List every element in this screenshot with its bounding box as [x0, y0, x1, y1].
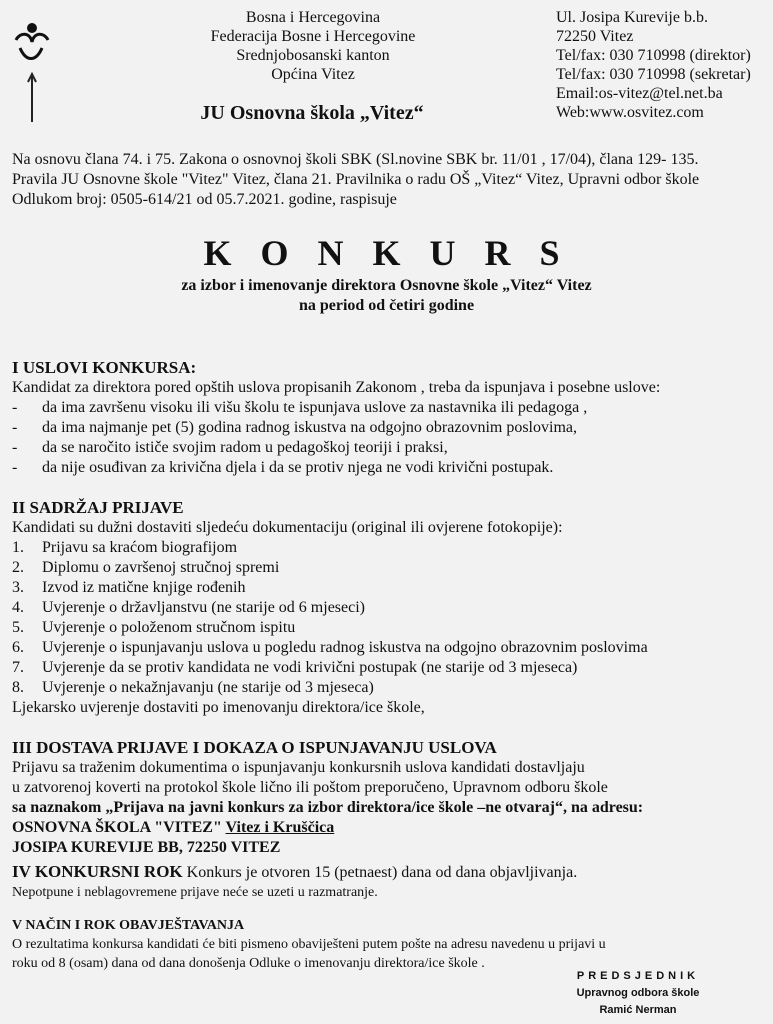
contact-phone-director: Tel/fax: 030 710998 (direktor) [556, 47, 751, 64]
list-item: - da nije osuđivan za krivična djela i da se protiv njega ne vodi krivični postupak. [12, 459, 554, 476]
list-item: 8. Uvjerenje o nekažnjavanju (ne starije od 3 mjeseca) [12, 679, 374, 696]
contact-address: Ul. Josipa Kurevije b.b. [556, 9, 708, 26]
page-subtitle [0, 276, 773, 316]
page-title: K O N K U R S [203, 233, 570, 273]
section-footer: Ljekarsko uvjerenje dostaviti po imenovanju direktora/ice škole, [12, 699, 425, 716]
list-item: - da se naročito ističe svojim radom u pedagoškoj teoriji i praksi, [12, 439, 448, 456]
school-name: JU Osnovna škola „Vitez“ [200, 102, 424, 124]
header-line-canton: Srednjobosanski kanton [236, 47, 390, 64]
signature-title: PREDSJEDNIK [576, 970, 700, 982]
contact-phone-secretary: Tel/fax: 030 710998 (sekretar) [556, 66, 751, 83]
intro-paragraph [12, 150, 768, 210]
header-line-federation: Federacija Bosne i Hercegovine [210, 28, 416, 45]
submission-line: sa naznakom „Prijava na javni konkurs za izbor direktora/ice škole –ne otvaraj“, na adresu: [12, 799, 644, 816]
header-institution [178, 8, 448, 84]
header-line-country: Bosna i Hercegovina [245, 9, 381, 26]
list-item-text: da ima najmanje pet (5) godina radnog iskustva na odgojno obrazovnim poslovima, [42, 419, 577, 436]
address-school: OSNOVNA ŠKOLA "VITEZ" [12, 819, 226, 836]
intro-line: Pravila JU Osnovne škole "Vitez" Vitez, člana 21. Pravilnika o radu OŠ „Vitez“ Vitez, Upravni odbor škole [12, 171, 700, 188]
intro-line: Na osnovu člana 74. i 75. Zakona o osnovnoj školi SBK (Sl.novine SBK br. 11/01 , 17/04), člana 129- 135. [12, 151, 699, 168]
section-submission [12, 738, 762, 858]
list-item: 2. Diplomu o završenoj stručnoj spremi [12, 559, 280, 576]
list-item: 7. Uvjerenje da se protiv kandidata ne vodi krivični postupak (ne starije od 3 mjeseca) [12, 659, 578, 676]
list-item-text: Uvjerenje o ispunjavanju uslova u pogledu radnog iskustva na odgojno obrazovnim poslovima [42, 639, 648, 656]
deadline-note: Nepotpune i neblagovremene prijave neće se uzeti u razmatranje. [12, 885, 378, 900]
address-locations: Vitez i Kruščica [225, 819, 335, 836]
contact-postal: 72250 Vitez [556, 28, 634, 45]
section-heading: IV KONKURSNI ROK [12, 862, 183, 881]
signature-name: Ramić Nerman [599, 1004, 677, 1016]
contact-web: Web:www.osvitez.com [556, 104, 704, 121]
list-item: 4. Uvjerenje o državljanstvu (ne starije od 6 mjeseci) [12, 599, 365, 616]
signature-block [528, 968, 748, 1019]
list-item-text: Diplomu o završenoj stručnoj spremi [42, 559, 280, 576]
list-item-text: da ima završenu visoku ili višu školu te ispunjava uslove za nastavnika ili pedagoga , [42, 399, 588, 416]
subtitle-line: za izbor i imenovanje direktora Osnovne škole „Vitez“ Vitez [181, 277, 592, 294]
school-logo-icon [10, 12, 52, 132]
submission-line: Prijavu sa traženim dokumentima o ispunjavanju konkursnih uslova kandidati dostavljaju [12, 759, 585, 776]
list-item: 1. Prijavu sa kraćom biografijom [12, 539, 238, 556]
list-item-text: da nije osuđivan za krivična djela i da se protiv njega ne vodi krivični postupak. [42, 459, 554, 476]
contact-email: Email:os-vitez@tel.net.ba [556, 85, 723, 102]
submission-line: u zatvorenoj koverti na protokol škole lično ili poštom preporučeno, Upravnom odboru škole [12, 779, 608, 796]
header-contact [556, 8, 768, 122]
intro-line: Odlukom broj: 0505-614/21 od 05.7.2021. godine, raspisuje [12, 191, 397, 208]
section-heading: III DOSTAVA PRIJAVE I DOKAZA O ISPUNJAVANJU USLOVA [12, 738, 497, 757]
section-application-content [12, 498, 762, 718]
list-item-text: Uvjerenje o položenom stručnom ispitu [42, 619, 296, 636]
section-lead: Kandidat za direktora pored opštih uslova propisanih Zakonom , treba da ispunjava i posebne uslove: [12, 379, 661, 396]
list-item: 5. Uvjerenje o položenom stručnom ispitu [12, 619, 296, 636]
list-item-text: Izvod iz matične knjige rođenih [42, 579, 246, 596]
notification-line: roku od 8 (osam) dana od dana donošenja Odluke o imenovanju direktora/ice škole . [12, 956, 485, 971]
subtitle-line: na period od četiri godine [298, 297, 475, 314]
section-heading: V NAČIN I ROK OBAVJEŠTAVANJA [12, 918, 245, 933]
list-item-text: Uvjerenje o državljanstvu (ne starije od 6 mjeseci) [42, 599, 365, 616]
notification-line: O rezultatima konkursa kandidati će biti pismeno obaviješteni putem pošte na adresu navedenu u prijavi u [12, 937, 606, 952]
section-heading: II SADRŽAJ PRIJAVE [12, 498, 184, 517]
deadline-text: Konkurs je otvoren 15 (petnaest) dana od dana objavljivanja. [182, 864, 578, 881]
list-item: 3. Izvod iz matične knjige rođenih [12, 579, 246, 596]
submission-address [12, 818, 762, 838]
list-item: - da ima najmanje pet (5) godina radnog iskustva na odgojno obrazovnim poslovima, [12, 419, 577, 436]
section-deadline [12, 862, 762, 902]
submission-street: JOSIPA KUREVIJE BB, 72250 VITEZ [12, 839, 281, 856]
list-item-text: Uvjerenje o nekažnjavanju (ne starije od 3 mjeseca) [42, 679, 374, 696]
list-item: 6. Uvjerenje o ispunjavanju uslova u pogledu radnog iskustva na odgojno obrazovnim poslovima [12, 639, 648, 656]
list-item-text: Prijavu sa kraćom biografijom [42, 539, 238, 556]
section-notification [12, 916, 762, 973]
section-lead: Kandidati su dužni dostaviti sljedeću dokumentaciju (original ili ovjerene fotokopije): [12, 519, 563, 536]
list-item-text: Uvjerenje da se protiv kandidata ne vodi krivični postupak (ne starije od 3 mjeseca) [42, 659, 578, 676]
list-item-text: da se naročito ističe svojim radom u pedagoškoj teoriji i praksi, [42, 439, 448, 456]
section-conditions [12, 358, 762, 478]
signature-role: Upravnog odbora škole [576, 987, 700, 999]
section-heading: I USLOVI KONKURSA: [12, 358, 197, 377]
list-item: - da ima završenu visoku ili višu školu te ispunjava uslove za nastavnika ili pedagoga , [12, 399, 588, 416]
header-line-municipality: Općina Vitez [271, 66, 355, 83]
